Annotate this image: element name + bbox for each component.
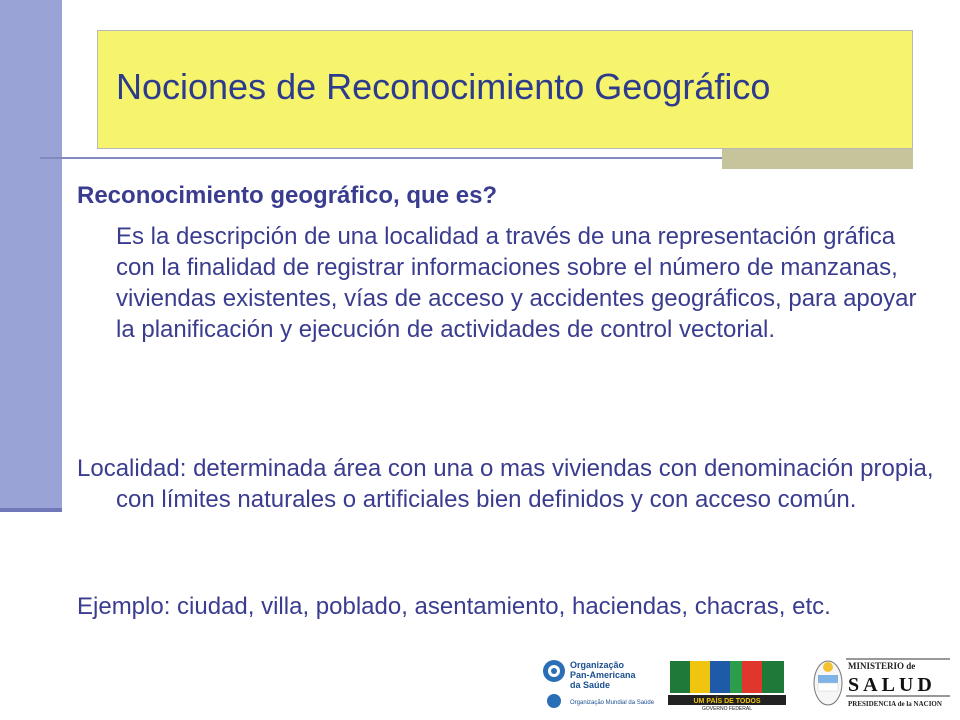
localidad-term: Localidad [77,455,180,482]
svg-text:SALUD: SALUD [848,674,936,696]
svg-text:Organização Mundial da Saúde: Organização Mundial da Saúde [570,700,655,706]
title-divider [40,157,722,159]
opas-logo [540,657,660,711]
svg-text:PRESIDENCIA de la NACION: PRESIDENCIA de la NACION [848,700,942,708]
ministerio-salud-logo [812,653,950,713]
svg-text:MINISTERIO de: MINISTERIO de [848,661,916,671]
section-heading: Reconocimiento geográfico, que es? [77,182,498,209]
localidad-paragraph [77,453,937,515]
left-accent-bar [0,0,62,512]
svg-text:UM PAÍS DE TODOS: UM PAÍS DE TODOS [693,698,761,705]
example-paragraph: Ejemplo: ciudad, villa, poblado, asentamiento, haciendas, chacras, etc. [77,593,831,620]
page-title: Nociones de Reconocimiento Geográfico [116,66,771,107]
title-shadow-block [722,149,913,169]
localidad-definition: : determinada área con una o mas viviendas con denominación propia, con límites naturales o artificiales bien definidos y con acceso común. [116,455,934,513]
definition-paragraph: Es la descripción de una localidad a través de una representación gráfica con la finalidad de registrar informaciones sobre el número de manzanas, viviendas existentes, vías de acceso y accidentes geográficos, para apoyar la planificación y ejecución de actividades de control vectorial. [116,223,917,343]
svg-text:Pan-Americana: Pan-Americana [570,670,636,680]
svg-text:GOVERNO FEDERAL: GOVERNO FEDERAL [701,706,753,711]
brasil-logo [668,655,786,711]
svg-text:da Saúde: da Saúde [570,680,611,690]
footer-logos [540,651,950,715]
svg-text:Organização: Organização [570,660,625,670]
